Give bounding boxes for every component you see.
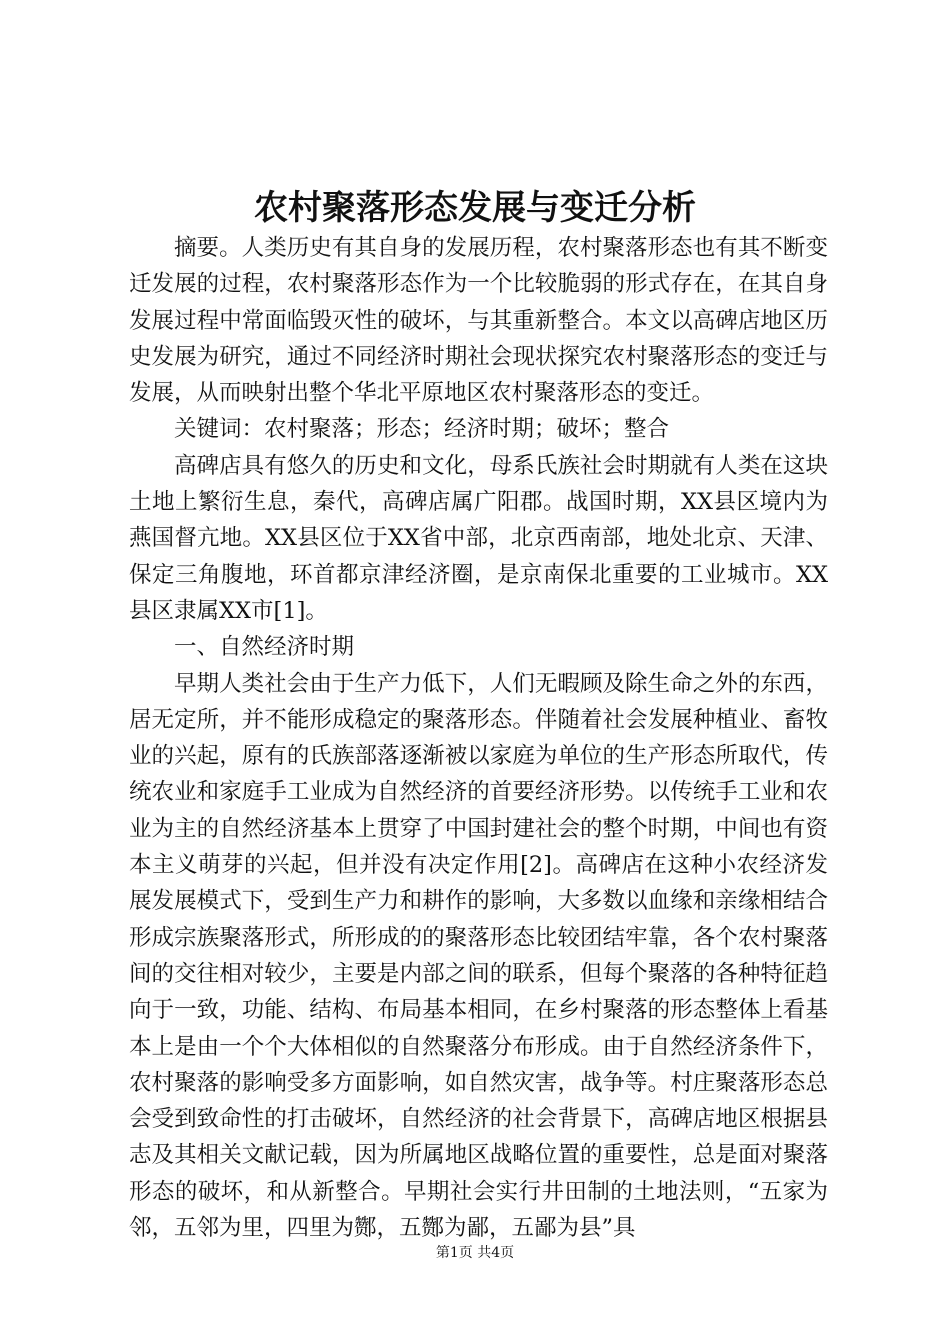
document-title: 农村聚落形态发展与变迁分析 <box>254 188 696 228</box>
page-number: 第1页 共4页 <box>435 1245 515 1261</box>
section-heading: 一、自然经济时期 <box>174 634 355 661</box>
keywords-paragraph: 关键词：农村聚落；形态；经济时期；破坏；整合 <box>174 416 670 443</box>
intro-paragraph: 高碑店具有悠久的历史和文化，母系氏族社会时期就有人类在这块土地上繁衍生息，秦代，高碑店属广阳郡。战国时期，XX县区境内为燕国督亢地。XX县区位于XX省中部，北京西南部，地处北京、天津、保定三角腹地，环首都京津经济圈，是京南保北重要的工业城市。XX县区隶属XX市[1]。 <box>129 452 828 624</box>
document-body <box>129 230 828 1246</box>
section-paragraph: 早期人类社会由于生产力低下，人们无暇顾及除生命之外的东西，居无定所，并不能形成稳定的聚落形态。伴随着社会发展种植业、畜牧业的兴起，原有的氏族部落逐渐被以家庭为单位的生产形态所取代，传统农业和家庭手工业成为自然经济的首要经济形势。以传统手工业和农业为主的自然经济基本上贯穿了中国封建社会的整个时期，中间也有资本主义萌芽的兴起，但并没有决定作用[2]。高碑店在这种小农经济发展发展模式下，受到生产力和耕作的影响，大多数以血缘和亲缘相结合形成宗族聚落形式，所形成的的聚落形态比较团结牢靠，各个农村聚落间的交往相对较少，主要是内部之间的联系，但每个聚落的各种特征趋向于一致，功能、结构、布局基本相同，在乡村聚落的形态整体上看基本上是由一个个大体相似的自然聚落分布形成。由于自然经济条件下，农村聚落的影响受多方面影响，如自然灾害，战争等。村庄聚落形态总会受到致命性的打击破坏，自然经济的社会背景下，高碑店地区根据县志及其相关文献记载，因为所属地区战略位置的重要性，总是面对聚落形态的破坏，和从新整合。早期社会实行井田制的土地法则，“五家为邻，五邻为里，四里为酂，五酂为鄙，五鄙为县”具 <box>129 670 828 1242</box>
abstract-paragraph: 摘要。人类历史有其自身的发展历程，农村聚落形态也有其不断变迁发展的过程，农村聚落形态作为一个比较脆弱的形式存在，在其自身发展过程中常面临毁灭性的破坏，与其重新整合。本文以高碑店地区历史发展为研究，通过不同经济时期社会现状探究农村聚落形态的变迁与发展，从而映射出整个华北平原地区农村聚落形态的变迁。 <box>129 235 828 407</box>
